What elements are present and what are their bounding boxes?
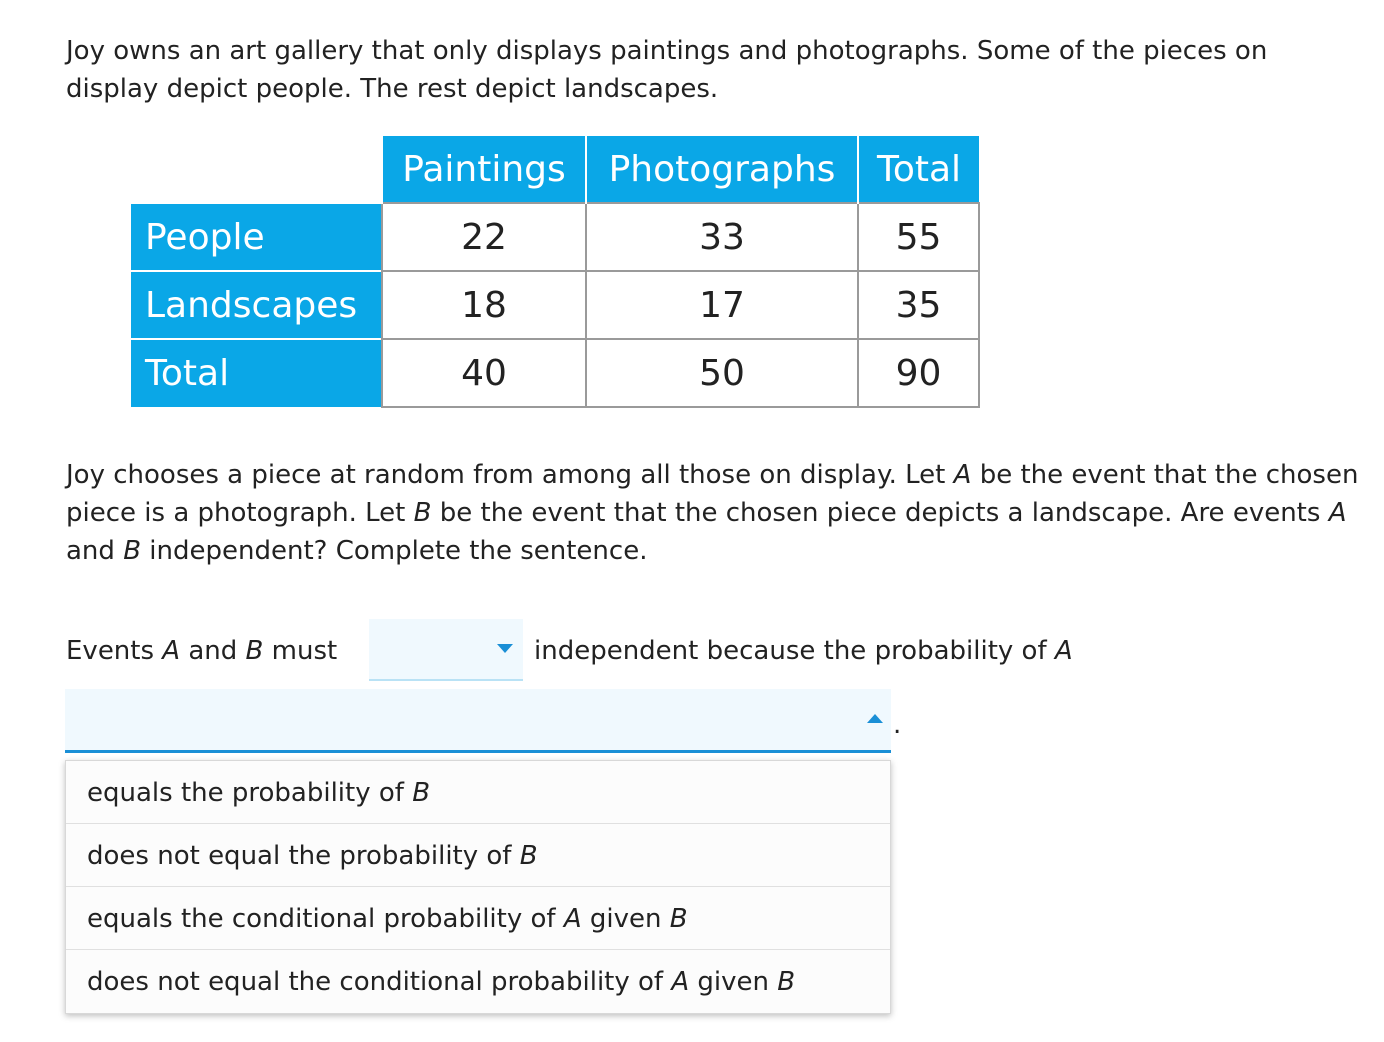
col-header-photographs: Photographs [586,136,858,203]
col-header-total: Total [858,136,979,203]
intro-text: Joy owns an art gallery that only displays paintings and photographs. Some of the pieces on display depict people. The rest depict landscapes. [66,36,1268,104]
question-text [66,456,1366,570]
table-cell: 33 [586,203,858,271]
probability-comparison-dropdown[interactable] [65,689,891,753]
option-not-equal-cond-prob[interactable] [66,950,890,1013]
option-text: given [689,967,778,997]
event-a-var: A [563,904,582,934]
table-corner [131,136,382,203]
question-part: independent? Complete the sentence. [141,536,648,566]
table-cell: 35 [858,271,979,339]
event-a-var: A [671,967,690,997]
event-a-var: A [162,636,181,666]
table-header-row [131,136,979,203]
table-row [131,203,979,271]
chevron-up-icon [867,714,883,723]
chevron-down-icon [497,644,513,653]
question-part: be the event that the chosen piece depicts a landscape. Are events [431,498,1329,528]
table-row [131,271,979,339]
event-a-var: A [953,460,972,490]
data-table [131,136,980,408]
table-cell: 55 [858,203,979,271]
option-text: equals the conditional probability of [87,904,564,934]
event-b-var: B [669,904,688,934]
sentence-prefix [66,632,337,670]
event-b-var: B [413,498,432,528]
event-a-var: A [1328,498,1347,528]
option-text: given [581,904,670,934]
sentence-period: . [893,710,902,740]
option-equals-cond-prob[interactable] [66,887,890,950]
row-header-landscapes: Landscapes [131,271,382,339]
table-cell: 22 [382,203,586,271]
table-cell: 18 [382,271,586,339]
sentence-suffix [534,632,1073,670]
event-a-var: A [1054,636,1073,666]
sentence-part: must [263,636,338,666]
sentence-part: Events [66,636,163,666]
row-header-total: Total [131,339,382,407]
table-row [131,339,979,407]
option-equals-prob-b[interactable] [66,761,890,824]
option-text: does not equal the conditional probability of [87,967,672,997]
row-header-people: People [131,203,382,271]
must-be-dropdown[interactable] [369,619,523,681]
option-text: equals the probability of [87,778,413,808]
table-cell: 17 [586,271,858,339]
question-part: Joy chooses a piece at random from among all those on display. Let [66,460,954,490]
event-b-var: B [519,841,538,871]
sentence-part: and [180,636,246,666]
table-cell: 50 [586,339,858,407]
event-b-var: B [412,778,431,808]
event-b-var: B [123,536,142,566]
event-b-var: B [245,636,264,666]
table-cell: 90 [858,339,979,407]
question-part: be the event that the chosen piece is a photograph. Let [66,460,1359,528]
table-cell: 40 [382,339,586,407]
col-header-paintings: Paintings [382,136,586,203]
dropdown-options-list [65,760,891,1014]
sentence-part: independent because the probability of [534,636,1055,666]
question-part: and [66,536,124,566]
option-not-equal-prob-b[interactable] [66,824,890,887]
event-b-var: B [777,967,796,997]
option-text: does not equal the probability of [87,841,520,871]
